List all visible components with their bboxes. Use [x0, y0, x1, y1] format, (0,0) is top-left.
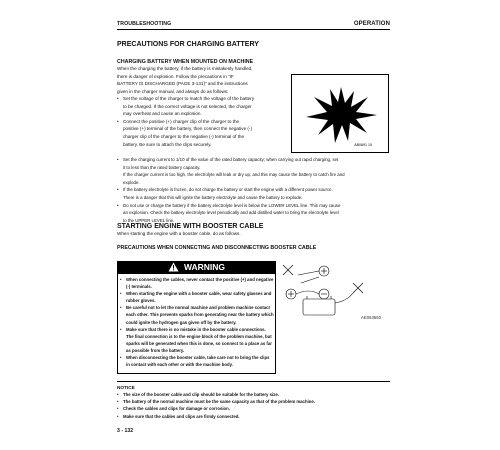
list-item: • Connect the positive (+) charger clip of the charger to the positive (+) terminal of the battery, then connect the negative (-) charger clip of the charger to the negative (-) terminal of the battery. Be sure to attach the clips securely.: [117, 118, 292, 148]
warning-triangle-icon: [168, 262, 179, 272]
list-item: • The battery of the normal machine must be the same capacity as that of the problem machine.: [117, 398, 390, 405]
page-title: PRECAUTIONS FOR CHARGING BATTERY: [117, 41, 259, 48]
list-item: • Make sure that the cables and clips are firmly connected.: [117, 413, 390, 420]
notice-heading: NOTICE: [117, 385, 135, 390]
list-item: • If the battery electrolyte is frozen, do not charge the battery or start the engine with a different power source. There is a danger that this will ignite the battery electrolyte and cause the battery to explode.: [117, 186, 392, 201]
intro-line: When the charging the battery, if the battery is mistakenly handled,: [117, 66, 253, 71]
page-number: 3 - 132: [117, 428, 134, 434]
booster-intro: When starting the engine with a booster cable, do as follows.: [117, 231, 241, 236]
booster-figure: [281, 261, 391, 322]
notice-divider: [117, 381, 390, 382]
header-chapter: OPERATION: [353, 21, 390, 27]
list-item: • The size of the booster cable and clip should be suitable for the battery size.: [117, 391, 390, 398]
explosion-figure: [291, 74, 389, 153]
figure-code: AE063550: [361, 315, 382, 320]
booster-title: STARTING ENGINE WITH BOOSTER CABLE: [117, 223, 264, 230]
intro-line: given in the charger manual, and always do as follows:: [117, 88, 229, 94]
list-item: • Make sure that there is no mistake in the booster cable connections. The final connection is to the engine block of the problem machine, but sparks will be generated when this is done, so connect to a place as far as possible from the battery.: [120, 326, 274, 354]
warning-label: WARNING: [183, 262, 226, 272]
warning-list: [120, 276, 274, 368]
list-item: • When starting the engine with a booster cable, wear safety glasses and rubber gloves.: [120, 290, 274, 304]
figure-code: AB0891 10: [354, 143, 372, 147]
battery-terminal-icon: [281, 261, 391, 322]
intro-line: BATTERY IS DISCHARGED (PAGE 3-131)" and the instructions: [117, 81, 248, 87]
charging-heading: CHARGING BATTERY WHEN MOUNTED ON MACHINE: [117, 59, 254, 65]
booster-sub-heading: PRECAUTIONS WHEN CONNECTING AND DISCONNECTING BOOSTER CABLE: [117, 245, 317, 251]
list-item: • Set the voltage of the charger to match the voltage of the battery to be charged. If the correct voltage is not selected, the charger may overheat and cause an explosion.: [117, 95, 292, 118]
charging-bullets-full: [117, 156, 392, 224]
intro-line: there is danger of explosion. Follow the precautions in "IF: [117, 73, 234, 79]
notice-list: [117, 391, 390, 420]
header-section: TROUBLESHOOTING: [117, 21, 172, 27]
charging-bullets-top: [117, 95, 292, 148]
list-item: • When connecting the cables, never contact the positive (+) and negative (-) terminals.: [120, 276, 274, 290]
list-item: • When disconnecting the booster cable, take care not to bring the clips in contact with each other or with the machine body.: [120, 354, 274, 368]
list-item: • Be careful not to let the normal machine and problem machine contact each other. This prevents sparks from generating near the battery which could ignite the hydrogen gas given off by the battery.: [120, 304, 274, 325]
explosion-icon: [292, 75, 390, 154]
header-rule: [117, 29, 390, 30]
list-item: • Set the charging current to 1/10 of the value of the rated battery capacity; when carrying out rapid charging, set it to less than the rated battery capacity. If the charger current is too high, the electrolyte will leak or dry up, and this may cause the battery to catch fire and explode.: [117, 156, 392, 186]
list-item: • Check the cables and clips for damage or corrosion.: [117, 405, 390, 412]
warning-banner: [117, 261, 276, 273]
charging-intro: [117, 65, 287, 95]
list-item: • Do not use or charge the battery if the battery electrolyte level is below the LOWER LEVEL line. This may cause an explosion. Check the battery electrolyte level periodically and add distilled water to bring the electrolyte level to the UPPER LEVEL line.: [117, 202, 392, 225]
